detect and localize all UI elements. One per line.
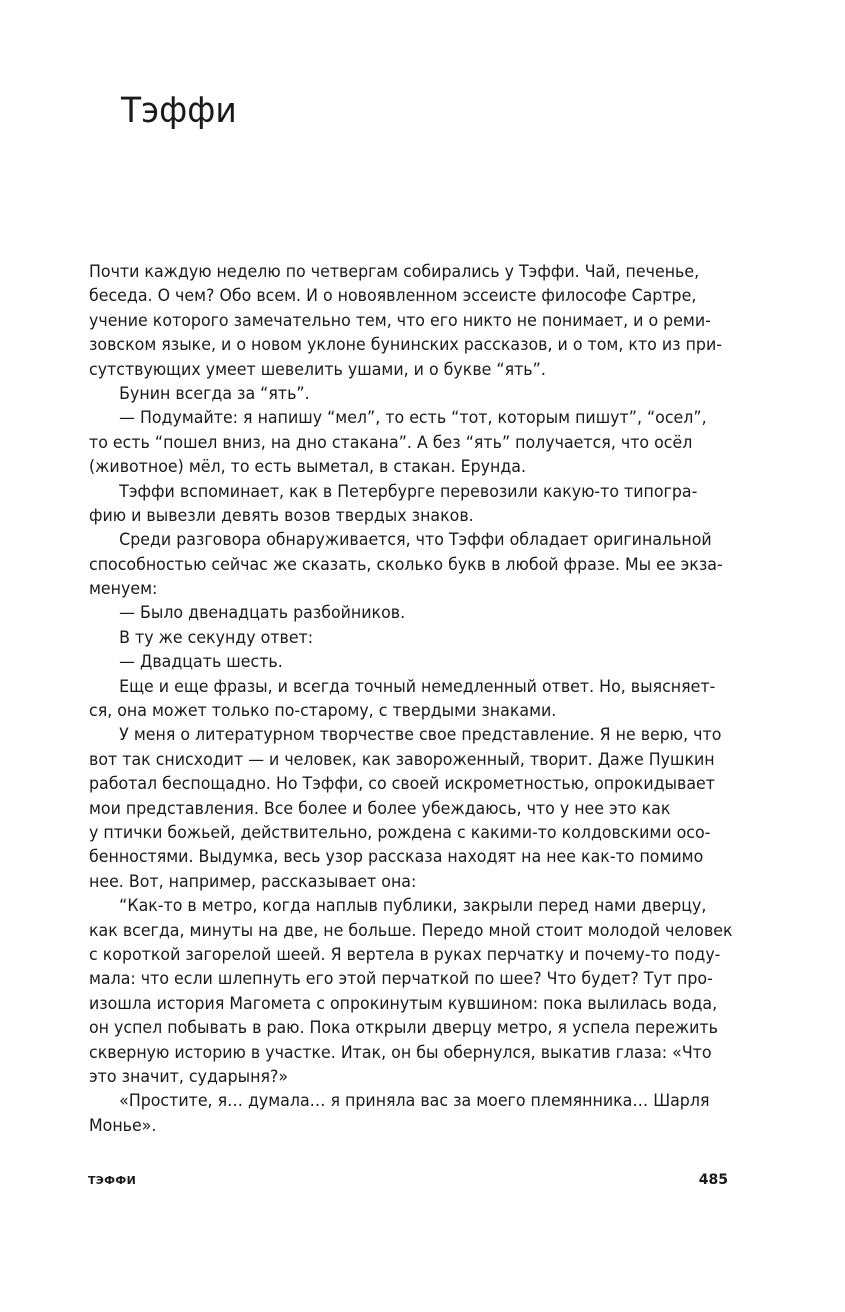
text-line: сутствующих умеет шевелить ушами, и о букве “ять”. <box>89 359 546 380</box>
text-line: вот так снисходит — и человек, как завороженный, творит. Даже Пушкин <box>89 749 715 770</box>
text-line: нее. Вот, например, рассказывает она: <box>89 871 417 892</box>
text-line: мои представления. Все более и более убеждаюсь, что у нее это как <box>89 798 671 819</box>
text-line: Среди разговора обнаруживается, что Тэффи обладает оригинальной <box>89 530 712 551</box>
text-line: у птички божьей, действительно, рождена с какими-то колдовскими осо- <box>89 822 711 843</box>
text-line: беседа. О чем? Обо всем. И о новоявленном эссеисте философе Сартре, <box>89 286 697 307</box>
text-line: “Как-то в метро, когда наплыв публики, закрыли перед нами дверцу, <box>89 896 707 917</box>
text-line: способностью сейчас же сказать, сколько букв в любой фразе. Мы ее экза- <box>89 554 723 575</box>
text-line: с короткой загорелой шеей. Я вертела в руках перчатку и почему-то поду- <box>89 944 721 965</box>
text-line: бенностями. Выдумка, весь узор рассказа находят на нее как-то помимо <box>89 847 704 868</box>
text-line: мала: что если шлепнуть его этой перчаткой по шее? Что будет? Тут про- <box>89 969 713 990</box>
text-line: он успел побывать в раю. Пока открыли дверцу метро, я успела пережить <box>89 1018 718 1039</box>
text-line: зовском языке, и о новом уклоне бунинских рассказов, и о том, кто из при- <box>89 335 722 356</box>
text-line: У меня о литературном творчестве свое представление. Я не верю, что <box>89 725 722 746</box>
body-text <box>89 260 749 1138</box>
page-title: Тэффи <box>121 91 237 131</box>
text-line: то есть “пошел вниз, на дно стакана”. А без “ять” получается, что осёл <box>89 432 693 453</box>
text-line: как всегда, минуты на две, не больше. Передо мной стоит молодой человек <box>89 920 733 941</box>
text-line: фию и вывезли девять возов твердых знаков. <box>89 505 474 526</box>
text-line: Монье». <box>89 1115 157 1136</box>
text-line: «Простите, я… думала… я приняла вас за моего племянника… Шарля <box>89 1091 710 1112</box>
text-line: — Подумайте: я напишу “мел”, то есть “тот, которым пишут”, “осел”, <box>89 408 707 429</box>
text-line: скверную историю в участке. Итак, он бы обернулся, выкатив глаза: «Что <box>89 1042 712 1063</box>
text-line: ся, она может только по-старому, с твердыми знаками. <box>89 701 557 722</box>
text-line: — Было двенадцать разбойников. <box>89 603 406 624</box>
text-line: менуем: <box>89 579 158 600</box>
text-line: — Двадцать шесть. <box>89 652 283 673</box>
text-line: В ту же секунду ответ: <box>89 627 314 648</box>
text-line: изошла история Магомета с опрокинутым кувшином: пока вылилась вода, <box>89 993 718 1014</box>
text-line: Бунин всегда за “ять”. <box>89 383 310 404</box>
text-line: Почти каждую неделю по четвергам собирались у Тэффи. Чай, печенье, <box>89 262 700 282</box>
text-line: Тэффи вспоминает, как в Петербурге перевозили какую-то типогра- <box>89 481 698 502</box>
text-line: Еще и еще фразы, и всегда точный немедленный ответ. Но, выясняет- <box>89 676 716 697</box>
page-number: 485 <box>698 1172 728 1188</box>
text-line: это значит, сударыня?» <box>89 1066 289 1087</box>
text-line: (животное) мёл, то есть выметал, в стакан. Ерунда. <box>89 457 527 478</box>
text-line: учение которого замечательно тем, что его никто не понимает, и о реми- <box>89 310 711 331</box>
running-head: ТЭФФИ <box>88 1174 137 1187</box>
text-line: работал беспощадно. Но Тэффи, со своей искрометностью, опрокидывает <box>89 774 715 795</box>
